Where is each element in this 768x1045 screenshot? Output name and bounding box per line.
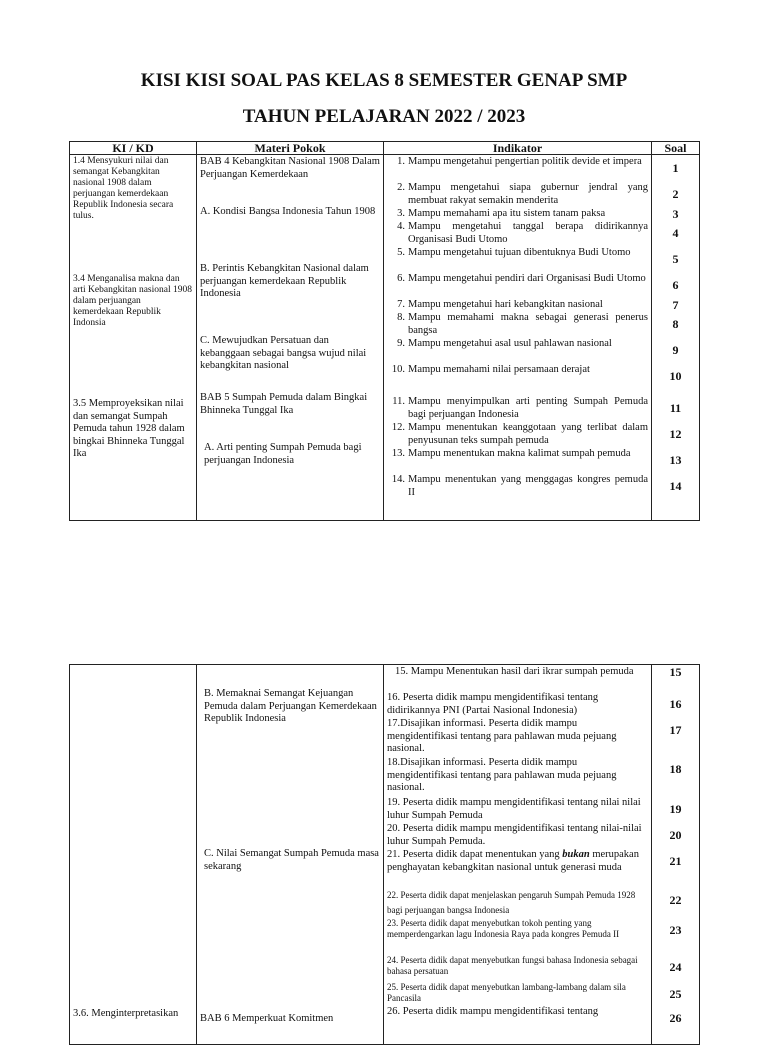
header-materi: Materi Pokok: [197, 142, 384, 155]
indikator-number: 12.: [391, 422, 405, 433]
indikator-item: [387, 849, 648, 888]
indikator-text: Mampu mengetahui pendiri dari Organisasi Budi Utomo: [408, 273, 646, 284]
materi-5c: C. Nilai Semangat Sumpah Pemuda masa sekarang: [204, 848, 379, 872]
soal-number: 7: [672, 298, 679, 312]
materi-bab6: BAB 6 Memperkuat Komitmen: [200, 1013, 334, 1024]
materi-cell: [197, 155, 384, 521]
indikator-text: 16. Peserta didik mampu mengidentifikasi tentang didirikannya PNI (Partai Nasional Indonesia): [387, 692, 599, 716]
materi-5b: B. Memaknai Semangat Kejuangan Pemuda dalam Perjuangan Kemerdekaan Republik Indonesia: [204, 688, 377, 724]
indikator-text: Mampu mengetahui siapa gubernur jendral yang membuat rakyat semakin menderita: [408, 182, 648, 206]
indikator-item: [387, 757, 648, 797]
indikator-item: [387, 1006, 648, 1026]
soal-number: 23: [669, 923, 682, 937]
soal-number: 21: [669, 854, 682, 868]
indikator-item: [387, 312, 648, 338]
indikator-item: [387, 299, 648, 312]
indikator-text: 18.Disajikan informasi. Peserta didik mampu mengidentifikasi tentang para pahlawan muda pejuang nasional.: [387, 757, 617, 793]
indikator-item: [387, 338, 648, 364]
header-indikator: Indikator: [384, 142, 652, 155]
kd-3-4: 3.4 Menganalisa makna dan arti Kebangkitan nasional 1908 dalam perjuangan kemerdekaan Republik Indonsia: [73, 274, 192, 328]
indikator-number: 2.: [397, 182, 405, 193]
materi-4a: A. Kondisi Bangsa Indonesia Tahun 1908: [200, 206, 376, 217]
soal-number: 11: [669, 401, 682, 415]
soal-number: 6: [672, 278, 679, 292]
indikator-number: 13.: [391, 448, 405, 459]
soal-number: 17: [669, 723, 682, 737]
indikator-text: 24. Peserta didik dapat menyebutkan fungsi bahasa Indonesia sebagai bahasa persatuan: [387, 955, 638, 976]
indikator-number: 9.: [397, 338, 405, 349]
indikator-text: Mampu mengetahui tanggal berapa didirikannya Organisasi Budi Utomo: [408, 221, 648, 245]
indikator-number: 11.: [392, 396, 405, 407]
indikator-item: [387, 918, 648, 955]
soal-number: 16: [669, 697, 682, 711]
indikator-item: [387, 182, 648, 208]
indikator-item: [387, 448, 648, 474]
indikator-text: Mampu menentukan yang menggagas kongres pemuda II: [408, 474, 648, 498]
indikator-item: [387, 797, 648, 823]
indikator-number: 8.: [397, 312, 405, 323]
soal-number: 4: [672, 226, 679, 240]
soal-number: 9: [672, 343, 679, 357]
table-row: [70, 665, 700, 1045]
indikator-text: Mampu menentukan keanggotaan yang terlibat dalam penyusunan teks sumpah pemuda: [408, 422, 648, 446]
indikator-number: 4.: [397, 221, 405, 232]
indikator-number: 3.: [397, 208, 405, 219]
indikator-text: Mampu mengetahui hari kebangkitan nasional: [408, 299, 603, 310]
soal-number: 8: [672, 317, 679, 331]
kisi-kisi-table-2: [69, 664, 700, 1045]
soal-number: 5: [672, 252, 679, 266]
soal-number: 14: [669, 479, 682, 493]
indikator-text: 15. Mampu Menentukan hasil dari ikrar sumpah pemuda: [395, 666, 634, 677]
indikator-number: 7.: [397, 299, 405, 310]
indikator-text: Mampu mengetahui tujuan dibentuknya Budi Utomo: [408, 247, 631, 258]
indikator-text: 17.Disajikan informasi. Peserta didik mampu mengidentifikasi tentang para pahlawan muda pejuang nasional.: [387, 718, 617, 754]
indikator-item: [387, 273, 648, 299]
indikator-item: [387, 396, 648, 422]
indikator-text: 20. Peserta didik mampu mengidentifikasi tentang nilai-nilai luhur Sumpah Pemuda.: [387, 823, 642, 847]
indikator-item: [387, 364, 648, 388]
indikator-item: [387, 156, 648, 182]
indikator-text: 22. Peserta didik dapat menjelaskan pengaruh Sumpah Pemuda 1928 bagi perjuangan bangsa Indonesia: [387, 890, 636, 915]
indikator-text: Mampu mengetahui pengertian politik devide et impera: [408, 156, 642, 167]
soal-number: 20: [669, 828, 682, 842]
indikator-text: 19. Peserta didik mampu mengidentifikasi tentang nilai nilai luhur Sumpah Pemuda: [387, 797, 641, 821]
table-row: [70, 155, 700, 521]
indikator-text: Mampu memahami apa itu sistem tanam paksa: [408, 208, 606, 219]
soal-number: 22: [669, 893, 682, 907]
indikator-text: 26. Peserta didik mampu mengidentifikasi tentang: [387, 1006, 599, 1017]
indikator-text: Mampu mengetahui asal usul pahlawan nasional: [408, 338, 612, 349]
indikator-item: [387, 221, 648, 247]
indikator-text: Mampu memahami nilai persamaan derajat: [408, 364, 590, 375]
indikator-item: [387, 208, 648, 221]
document-subtitle: TAHUN PELAJARAN 2022 / 2023: [242, 106, 526, 127]
materi-cell: [197, 665, 384, 1045]
soal-number: 15: [669, 665, 682, 679]
indikator-text: 23. Peserta didik dapat menyebutkan tokoh penting yang memperdengarkan lagu Indonesia Raya pada kongres Pemuda II: [387, 918, 620, 939]
indikator-text: Mampu menyimpulkan arti penting Sumpah Pemuda bagi perjuangan Indonesia: [408, 396, 648, 420]
indikator-text: Mampu memahami makna sebagai generasi penerus bangsa: [408, 312, 648, 336]
indikator-emphasis: bukan: [562, 849, 590, 860]
soal-cell: [652, 665, 700, 1045]
indikator-number: 6.: [397, 273, 405, 284]
indikator-number: 5.: [397, 247, 405, 258]
soal-number: 1: [672, 161, 679, 175]
materi-5a: A. Arti penting Sumpah Pemuda bagi perjuangan Indonesia: [204, 442, 362, 466]
indikator-item: [387, 982, 648, 1006]
indikator-item: [387, 692, 648, 718]
soal-number: 10: [669, 369, 682, 383]
kisi-kisi-table-1: [69, 141, 700, 521]
indikator-text: Mampu menentukan makna kalimat sumpah pemuda: [408, 448, 631, 459]
materi-bab5: BAB 5 Sumpah Pemuda dalam Bingkai Bhinneka Tunggal Ika: [200, 392, 368, 416]
indikator-number: 10.: [391, 364, 405, 375]
header-soal: Soal: [652, 142, 700, 155]
soal-number: 26: [669, 1011, 682, 1025]
soal-number: 24: [669, 960, 682, 974]
soal-number: 13: [669, 453, 682, 467]
materi-4b: B. Perintis Kebangkitan Nasional dalam perjuangan kemerdekaan Republik Indonesia: [200, 263, 369, 299]
indikator-number: 1.: [397, 156, 405, 167]
indikator-number: 14.: [391, 474, 405, 485]
kd-3-6: 3.6. Menginterpretasikan: [73, 1008, 179, 1019]
soal-number: 12: [669, 427, 682, 441]
indikator-item: [387, 888, 648, 918]
indikator-cell: [384, 155, 652, 521]
ki-kd-cell: [70, 665, 197, 1045]
materi-4c: C. Mewujudkan Persatuan dan kebanggaan sebagai bangsa wujud nilai kebangkitan nasional: [200, 335, 367, 371]
indikator-item: [387, 474, 648, 500]
indikator-item: [387, 718, 648, 757]
document-title: KISI KISI SOAL PAS KELAS 8 SEMESTER GENAP SMP: [140, 70, 628, 91]
indikator-item: [387, 247, 648, 273]
header-ki-kd: KI / KD: [70, 142, 197, 155]
indikator-item: [387, 422, 648, 448]
kd-3-5: 3.5 Memproyeksikan nilai dan semangat Sumpah Pemuda tahun 1928 dalam bingkai Bhinneka Tunggal Ika: [73, 398, 185, 459]
indikator-text: merupakan penghayatan kebangkitan nasional untuk generasi muda: [387, 849, 639, 873]
soal-number: 2: [672, 187, 679, 201]
table-header-row: [70, 142, 700, 155]
indikator-text: 25. Peserta didik dapat menyebutkan lambang-lambang dalam sila Pancasila: [387, 982, 626, 1003]
soal-number: 3: [672, 207, 679, 221]
indikator-item: [387, 666, 648, 692]
kd-1-4: 1.4 Mensyukuri nilai dan semangat Kebangkitan nasional 1908 dalam perjuangan kemerdekaan Republik Indonesia secara tulus.: [73, 156, 174, 221]
soal-number: 25: [669, 987, 682, 1001]
soal-number: 19: [669, 802, 682, 816]
indikator-item: [387, 823, 648, 849]
soal-number: 18: [669, 762, 682, 776]
ki-kd-cell: [70, 155, 197, 521]
indikator-text: 21. Peserta didik dapat menentukan yang: [387, 849, 563, 860]
soal-cell: [652, 155, 700, 521]
indikator-item: [387, 955, 648, 982]
materi-bab4: BAB 4 Kebangkitan Nasional 1908 Dalam Perjuangan Kemerdekaan: [200, 156, 380, 180]
indikator-cell: [384, 665, 652, 1045]
